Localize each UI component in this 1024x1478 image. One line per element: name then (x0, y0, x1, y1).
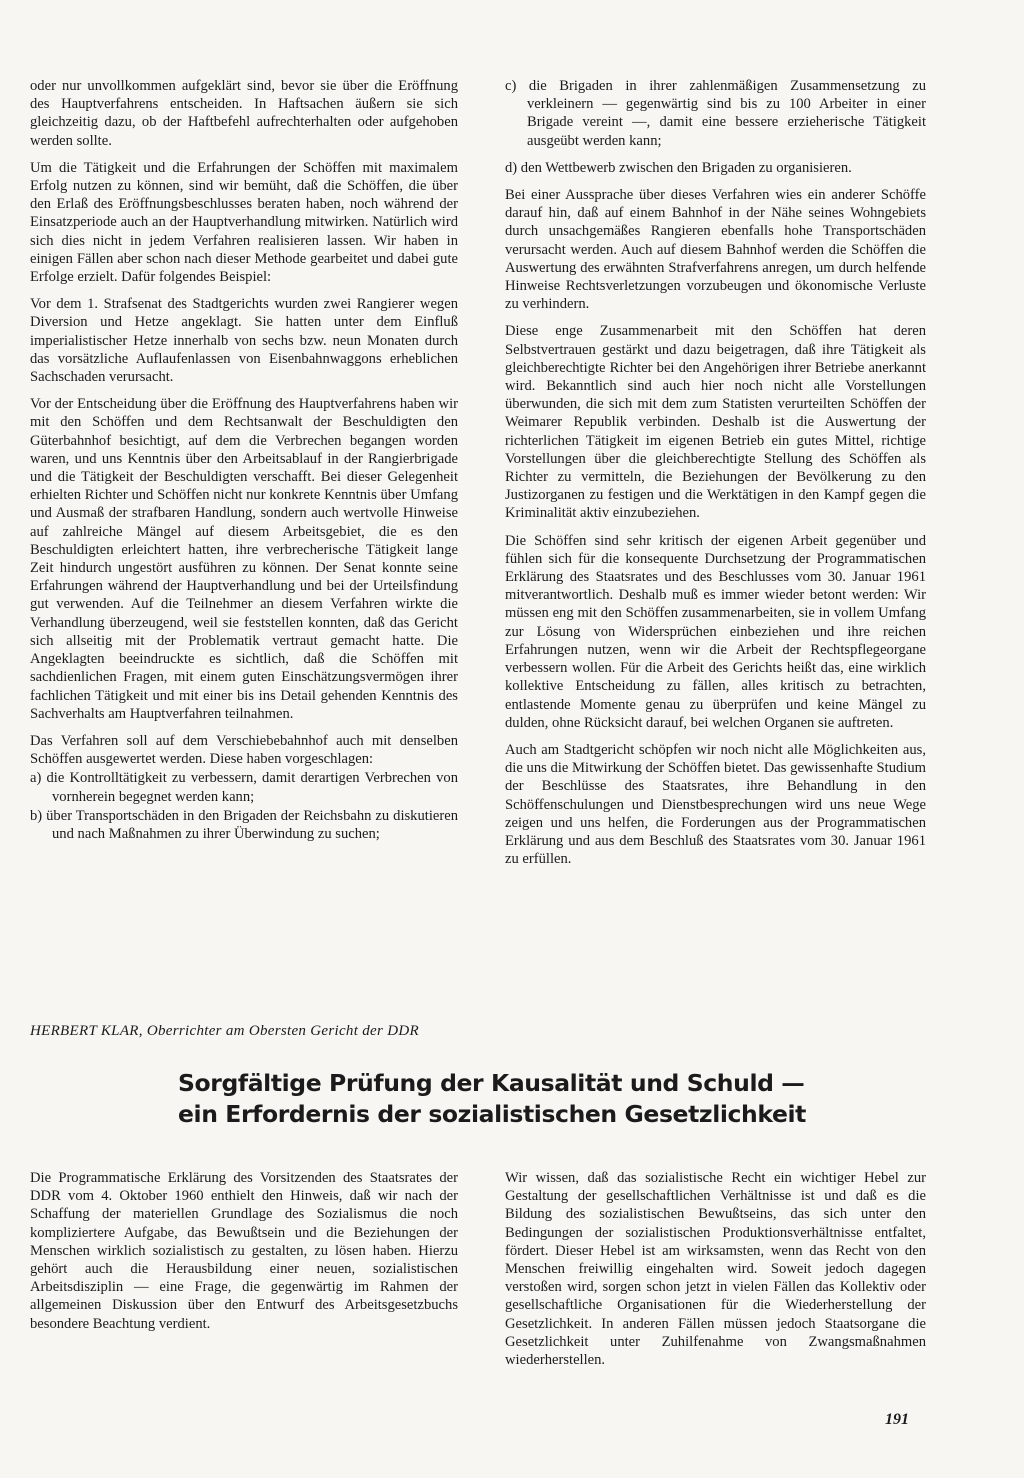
paragraph: oder nur unvollkommen aufgeklärt sind, bevor sie über die Eröffnung des Hauptverfahrens entscheiden. In Haftsachen äußern sie sich gleichzeitig dazu, ob der Haftbefehl aufrechterhalten oder aufgehoben werden sollte. (30, 78, 458, 149)
paragraph: Um die Tätigkeit und die Erfahrungen der Schöffen mit maximalem Erfolg nutzen zu können, sind wir bemüht, daß die Schöffen, die über den Erlaß des Eröffnungsbeschlusses beraten haben, noch während der Einsatzperiode auch an der Hauptverhandlung mitwirken. Natürlich wird sich dies nicht in jedem Verfahren realisieren lassen. Wir haben in einigen Fällen aber schon nach dieser Methode gearbeitet und dabei gute Erfolge erzielt. Dafür folgendes Beispiel: (30, 159, 458, 286)
paragraph: Auch am Stadtgericht schöpfen wir noch nicht alle Möglichkeiten aus, die uns die Mitwirkung der Schöffen bietet. Das gewissenhafte Studium der Beschlüsse des Staatsrates, ihre Behandlung in den Schöffenschulungen und Dienstbesprechungen wird uns neue Wege zeigen und uns helfen, die Forderungen aus der Programmatischen Erklärung und aus dem Beschluß des Staatsrates vom 30. Januar 1961 zu erfüllen. (505, 741, 926, 868)
paragraph: Vor der Entscheidung über die Eröffnung des Hauptverfahrens haben wir mit den Schöffen und dem Rechtsanwalt der Beschuldigten den Güterbahnhof besichtigt, auf dem die Verbrechen begangen worden waren, und uns Kenntnis über den Arbeitsablauf in der Rangierbrigade und die Tätigkeit der Beschuldigten verschafft. Bei dieser Gelegenheit erhielten Richter und Schöffen nicht nur konkrete Kenntnis über Umfang und Ausmaß der strafbaren Handlung, sondern auch wertvolle Hinweise auf zahlreiche Mängel auf diesem Arbeitsgebiet, die es den Beschuldigten erleichtert hatten, ihre verbrecherische Tätigkeit lange Zeit hindurch ungestört ausführen zu können. Der Senat konnte seine Erfahrungen während der Hauptverhandlung und bei der Urteilsfindung gut verwenden. Auf die Teilnehmer an diesem Verfahren wirkte die Verhandlung überzeugend, weil sie feststellen konnten, daß das Gericht sich allseitig mit der Problematik vertraut gemacht hatte. Die Angeklagten beeindruckte es sichtlich, daß die Schöffen mit sachdienlichen Fragen, mit einem guten Einschätzungsvermögen ihrer fachlichen Tätigkeit und mit einer bis ins Detail gehenden Kenntnis des Sachverhalts am Hauptverfahren teilnahmen. (30, 396, 458, 722)
author-byline (30, 1023, 419, 1040)
page-number: 191 (885, 1411, 909, 1428)
article-column-right (505, 77, 926, 877)
list-item: d) den Wettbewerb zwischen den Brigaden zu organisieren. (505, 159, 852, 176)
paragraph: Wir wissen, daß das sozialistische Recht ein wichtiger Hebel zur Gestaltung der gesellschaftlichen Verhältnisse ist und daß es die Bildung des sozialistischen Bewußtseins, das sich unter den Bedingungen der sozialistischen Produktionsverhältnisse entfaltet, fördert. Dieser Hebel ist am wirksamsten, wenn das Recht von den Menschen freiwillig eingehalten wird. Soweit jedoch dagegen verstoßen wird, sorgen schon jetzt in vielen Fällen das Kollektiv oder gesellschaftliche Organisationen für die Wiederherstellung der Gesetzlichkeit. In anderen Fällen müssen jedoch Staatsorgane die Gesetzlichkeit unter Zuhilfenahme von Zwangsmaßnahmen wiederherstellen. (505, 1170, 926, 1369)
article2-column-right (505, 1169, 926, 1378)
list-item: c) die Brigaden in ihrer zahlenmäßigen Zusammensetzung zu verkleinern — gegenwärtig sind bis zu 100 Arbeiter in einer Brigade vereint —, damit eine bessere erzieherische Tätigkeit ausgeübt werden kann; (505, 78, 926, 149)
list-item: a) die Kontrolltätigkeit zu verbessern, damit derartigen Verbrechen von vornherein begegnet werden kann; (30, 770, 458, 805)
author-name: HERBERT KLAR, (30, 1023, 143, 1039)
article-headline (178, 1068, 878, 1130)
article2-column-left (30, 1169, 458, 1342)
headline-line-1: Sorgfältige Prüfung der Kausalität und Schuld — (178, 1069, 805, 1097)
list-item: b) über Transportschäden in den Brigaden der Reichsbahn zu diskutieren und nach Maßnahmen zu ihrer Überwindung zu suchen; (30, 807, 458, 842)
article-column-left (30, 77, 458, 844)
paragraph: Diese enge Zusammenarbeit mit den Schöffen hat deren Selbstvertrauen gestärkt und dazu beigetragen, daß ihre Tätigkeit als gleichberechtigte Richter bei den Angehörigen ihrer Betriebe anerkannt wird. Bekanntlich sind auch hier noch nicht alle Vorstellungen überwunden, die sich mit dem zum Statisten verurteilten Schöffen der Weimarer Republik verbinden. Deshalb ist die Auswertung der richterlichen Tätigkeit im eigenen Betrieb ein gutes Mittel, richtige Vorstellungen über die gleichberechtigte Stellung des Schöffen als Richter zu vermitteln, die Beziehungen der Bevölkerung zu den Justizorganen zu festigen und die Werktätigen in den Kampf gegen die Kriminalität aktiv einzubeziehen. (505, 323, 926, 522)
author-title: Oberrichter am Obersten Gericht der DDR (146, 1023, 419, 1039)
paragraph: Die Schöffen sind sehr kritisch der eigenen Arbeit gegenüber und fühlen sich für die konsequente Durchsetzung der Programmatischen Erklärung des Staatsrates und des Beschlusses vom 30. Januar 1961 mitverantwortlich. Deshalb muß es immer wieder betont werden: Wir müssen eng mit den Schöffen zusammenarbeiten, sie in vollem Umfang zur Lösung von Widersprüchen einbeziehen und ihre reichen Erfahrungen nutzen, wenn wir die Arbeit der Rechtspflegeorgane verbessern wollen. Für die Arbeit des Gerichts heißt das, eine wirklich kollektive Entscheidung zu fällen, alles kritisch zu betrachten, entlastende Momente genau zu überprüfen und keine Mängel zu dulden, ohne Rücksicht darauf, bei welchen Organen sie auftreten. (505, 532, 926, 731)
paragraph: Die Programmatische Erklärung des Vorsitzenden des Staatsrates der DDR vom 4. Oktober 1960 enthielt den Hinweis, daß wir nach der Schaffung der materiellen Grundlage des Sozialismus die noch kompliziertere Aufgabe, das Bewußtsein und die Beziehungen der Menschen wirklich sozialistisch zu gestalten, zu lösen haben. Hierzu gehört auch die Herausbildung einer neuen, sozialistischen Arbeitsdisziplin — eine Frage, die gegenwärtig im Rahmen der allgemeinen Diskussion über den Entwurf des Arbeitsgesetzbuchs besondere Beachtung verdient. (30, 1170, 458, 1332)
paragraph: Das Verfahren soll auf dem Verschiebebahnhof auch mit denselben Schöffen ausgewertet werden. Diese haben vorgeschlagen: (30, 732, 458, 768)
paragraph: Vor dem 1. Strafsenat des Stadtgerichts wurden zwei Rangierer wegen Diversion und Hetze angeklagt. Sie hatten unter dem Einfluß imperialistischer Hetze innerhalb von sechs bzw. neun Monaten durch das vorsätzliche Auflaufenlassen von Eisenbahnwaggons erheblichen Sachschaden verursacht. (30, 296, 458, 386)
paragraph: Bei einer Aussprache über dieses Verfahren wies ein anderer Schöffe darauf hin, daß auf einem Bahnhof in der Nähe seines Wohngebiets durch unsachgemäßes Rangieren ebenfalls hohe Transportschäden verursacht werden. Auch auf diesem Bahnhof werden die Schöffen die Auswertung des erwähnten Strafverfahrens anregen, um durch helfende Hinweise Rechtsverletzungen vorzubeugen und ökonomische Verluste zu verhindern. (505, 187, 926, 313)
headline-line-2: ein Erfordernis der sozialistischen Gesetzlichkeit (178, 1100, 807, 1128)
